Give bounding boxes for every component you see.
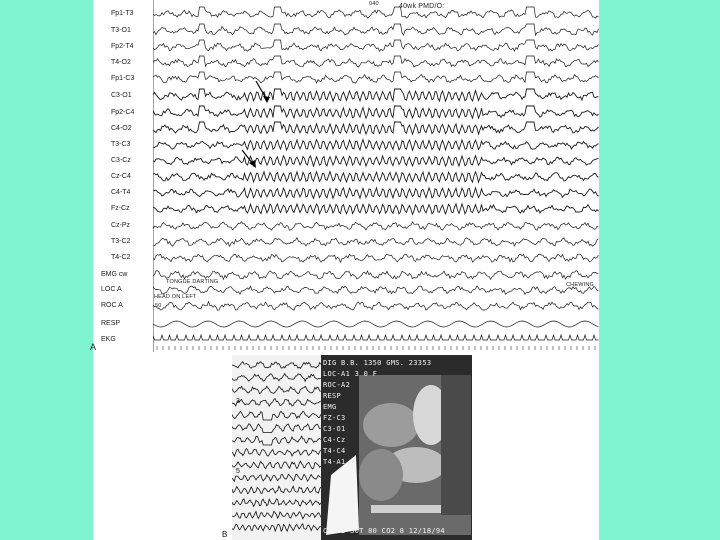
- eeg-trace: [153, 72, 599, 83]
- video-overlay-line: DIG B.B. 1350 GMS. 23353: [323, 359, 432, 367]
- eeg-trace: [153, 24, 599, 35]
- channel-label: Cz-C4: [111, 173, 131, 180]
- eeg-trace: [153, 335, 599, 340]
- channel-label: T3-C3: [111, 141, 131, 148]
- eeg-trace: [153, 302, 599, 311]
- video-overlay-line: FZ-C3: [323, 414, 346, 422]
- video-overlay-line: LOC-A1 3 0 F: [323, 370, 378, 378]
- eeg-trace: [153, 156, 599, 167]
- eeg-trace: [153, 222, 599, 231]
- video-overlay-line: EMG: [323, 403, 337, 411]
- eeg-trace: [153, 40, 599, 51]
- strip-trace: [232, 499, 321, 507]
- channel-label: Fz-Cz: [111, 205, 130, 212]
- video-overlay-line: RESP: [323, 392, 342, 400]
- eeg-traces: [153, 0, 599, 352]
- arrow-icon: [253, 78, 273, 108]
- channel-label: LOC A: [101, 286, 122, 293]
- video-overlay-line: C4-O2 30T 80 CO2 8 12/18/94: [323, 527, 445, 535]
- strip-trace: [232, 461, 321, 469]
- channel-label: EMG cw: [101, 271, 128, 278]
- eeg-panel-a: [90, 0, 599, 352]
- channel-label: C3-O1: [111, 92, 132, 99]
- annotation-tongue-darting: TONGUE DARTING: [166, 279, 219, 285]
- video-overlay-line: C3-O1: [323, 425, 346, 433]
- eeg-trace: [153, 254, 599, 262]
- eeg-trace: [153, 321, 599, 327]
- eeg-trace: [153, 204, 599, 215]
- video-overlay-line: ROC-A2: [323, 381, 351, 389]
- figure-letter-b: B: [222, 530, 228, 539]
- eeg-trace: [153, 140, 599, 151]
- recording-info: 40wk PMD/O:: [399, 3, 445, 10]
- strip-trace: [232, 399, 321, 406]
- eeg-trace: [153, 106, 599, 118]
- strip-trace: [232, 436, 321, 445]
- eeg-trace: [153, 238, 599, 247]
- strip-trace: [232, 449, 321, 457]
- video-overlay-line: C4-Cz: [323, 436, 346, 444]
- video-overlay-line: T4-A1: [323, 458, 346, 466]
- eeg-trace: [153, 7, 599, 18]
- video-overlay-line: T4-C4: [323, 447, 346, 455]
- arrow-icon: [240, 147, 260, 171]
- channel-label: C4-T4: [111, 189, 131, 196]
- strip-trace: [232, 374, 321, 382]
- video-frame: [321, 355, 472, 540]
- channel-labels: [93, 0, 153, 352]
- strip-trace: [232, 511, 321, 519]
- channel-label: C3-Cz: [111, 157, 131, 164]
- scale-value: 50: [155, 303, 162, 309]
- channel-label: EKG: [101, 336, 116, 343]
- top-mark: 040: [369, 1, 379, 7]
- strip-trace: [232, 411, 321, 420]
- eeg-video-panel-b: [222, 355, 472, 540]
- strip-label: 5: [236, 468, 240, 475]
- eeg-trace: [153, 56, 599, 67]
- strip-trace: [232, 474, 321, 481]
- eeg-strip: [232, 355, 322, 540]
- eeg-trace: [153, 89, 599, 101]
- annotation-head-on-left: HEAD ON LEFT: [154, 294, 197, 300]
- channel-label: Fp2-C4: [111, 109, 135, 116]
- annotation-chewing: CHEWING: [566, 282, 594, 288]
- channel-label: T3-C2: [111, 238, 131, 245]
- channel-label: Cz-Pz: [111, 222, 131, 229]
- strip-trace: [232, 486, 321, 494]
- eeg-trace: [153, 286, 599, 294]
- channel-label: Fp1-T3: [111, 10, 134, 17]
- figure-letter-a: A: [90, 342, 97, 352]
- strip-trace: [232, 424, 321, 433]
- channel-label: Fp2-T4: [111, 43, 134, 50]
- channel-label: ROC A: [101, 302, 123, 309]
- channel-label: T4-C2: [111, 254, 131, 261]
- eeg-trace: [153, 172, 599, 183]
- document-page: [90, 0, 599, 540]
- eeg-trace: [153, 271, 599, 280]
- strip-trace: [232, 386, 321, 393]
- channel-label: RESP: [101, 320, 121, 327]
- strip-trace: [232, 362, 321, 369]
- strip-trace: [232, 524, 321, 531]
- channel-label: C4-O2: [111, 125, 132, 132]
- eeg-trace: [153, 122, 599, 134]
- channel-label: Fp1-C3: [111, 75, 135, 82]
- channel-label: T3-O1: [111, 27, 131, 34]
- strip-label: 3: [236, 398, 240, 405]
- eeg-trace: [153, 188, 599, 199]
- channel-label: T4-O2: [111, 59, 131, 66]
